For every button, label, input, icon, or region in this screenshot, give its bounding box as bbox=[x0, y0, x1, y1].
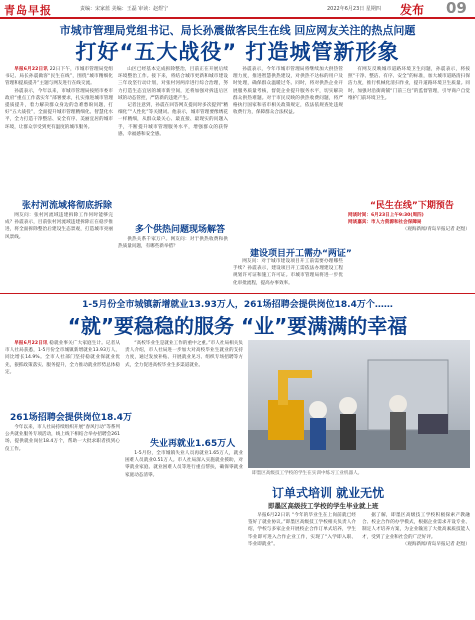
story1-headline: 打好“五大战役” 打造城管新形象 bbox=[75, 40, 400, 64]
story1-col4-text: 有网友反映城市道路环境卫生问题，孙震表示，将按照“干净、整洁、有序、安全”的标准，加大城市道路清扫保洁力度，推行机械化清扫作业，提升道路环境卫生质量。同时，加强对沿街商铺“门前三包”的监督管理，引导商户自觉维护门前环境卫生。 bbox=[348, 67, 470, 101]
story1-col2 bbox=[118, 66, 228, 206]
story1-col3b bbox=[233, 258, 343, 292]
robot-training-image bbox=[248, 340, 470, 468]
preview-guest: 网谈嘉宾：市人力资源和社会保障局 bbox=[348, 220, 422, 226]
story1-col3-head: 建设项目开工需办“两证” bbox=[250, 249, 352, 259]
story1-col2-head: 多个供热问题现场解答 bbox=[135, 225, 226, 235]
story1-col1-head: 张村河流域将彻底拆除 bbox=[22, 201, 113, 211]
story2-col2b bbox=[125, 450, 243, 616]
story2-subhead: 1-5月份全市城镇新增就业13.93万人，261场招聘会提供岗位18.4万个…… bbox=[82, 300, 393, 310]
story1-col2-text3: 供热关系千家万户。网友问：对于供热收费和供热质量问题，有哪些新举措？ bbox=[118, 237, 228, 250]
story1-dateline: 早报6月22日讯 bbox=[14, 67, 49, 72]
story1-col1 bbox=[5, 66, 113, 194]
story2-col2-text: “高校毕业生是就业工作的重中之重。”市人社局相关负责人介绍，市人社局进一步加大对高校毕业生就业的支持力度，通过发放补贴、开展就业见习、组织专场招聘等方式，全力促进高校毕业生多渠道就业。 bbox=[125, 341, 243, 368]
story1-col2-text2: 记者注意到，孙震在回答网友提问时多次提到“精细化”“人性化”等关键词。他表示，城市管理要像绣花一样精细，从群众最关心、最直接、最现实的问题入手，不断提升城市管理服务水平，增强群众的获得感、幸福感和安全感。 bbox=[118, 103, 228, 137]
masthead-rule bbox=[0, 17, 475, 19]
section-name: 发布 bbox=[400, 3, 425, 17]
editor-credits: 责编：宋家蓝 美编：王磊 审读：赵煜宁 bbox=[80, 6, 169, 12]
story1-col4-head: “民生在线”下期预告 bbox=[370, 201, 454, 211]
story2-col4-text: 据了解，即墨区高级技工学校积极探索产教融合、校企合作的办学模式，根据企业需求开设专业、制定人才培养方案，为企业输送了大批高素质技能人才，受到了企业和社会的广泛好评。 bbox=[362, 513, 470, 540]
story2-col4 bbox=[362, 512, 470, 616]
story2-col1-head: 261场招聘会提供岗位18.4万 bbox=[10, 413, 132, 423]
section-divider bbox=[0, 293, 475, 294]
story1-col4b bbox=[348, 212, 470, 272]
newspaper-logo: 青岛早报 bbox=[4, 4, 52, 17]
training-photo bbox=[248, 340, 470, 468]
story1-col2b bbox=[118, 236, 228, 290]
story2-dateline: 早报6月22日讯 bbox=[14, 341, 48, 346]
story2-byline: （观海新闻/青岛早报记者 赵煜） bbox=[402, 541, 470, 547]
story1-col4 bbox=[348, 66, 470, 194]
story1-col3 bbox=[233, 66, 343, 238]
story2-col1b bbox=[5, 424, 120, 616]
story1-col3-text2: 网友问：对于城市建设项目开工前需要办理哪些手续？孙震表示，建设项目开工需依法办理建设工程规划许可证和施工许可证。市城市管理局将进一步优化审批流程，提高办事效率。 bbox=[233, 259, 343, 286]
photo-caption: 即墨区高级技工学校的学生在实训中练习工业机器人。 bbox=[252, 471, 363, 476]
story1-col1-text2: 孙震表示，今年以来，市城市管理局按照市委市政府“重点工作落实年”部署要求，扎实推进城市管理提质提升，着力解决群众身边的急难愁盼问题，打好“五大战役”，全面提升城市管理精细化、智慧化水平，全力打造干净整洁、安全有序、美丽宜居的城市环境，让群众享受到更有温度的城市服务。 bbox=[5, 88, 113, 130]
story2-col1-text: 稳就业事关广大家庭生计。记者从市人社局获悉，1-5月份全市城镇新增就业13.93万人，同比增长14.9%。全市人社部门坚持稳就业保就业优先，狠抓政策落实、服务提升，全力推动就业形势总体稳定。 bbox=[5, 341, 120, 375]
story2-col3 bbox=[248, 512, 356, 616]
page-number: 09 bbox=[446, 0, 467, 17]
story1-col1-text3: 网友问：张村河流域违建拆除工作何时能够完成？孙震表示，目前张村河流域违建拆除正在稳步推进，将全面拆除整治后建设生态景观，打造城市亮丽风景线。 bbox=[5, 213, 113, 240]
story2-col1 bbox=[5, 340, 120, 408]
story1-col3-text: 孙震表示，今年市城市管理局将继续加大供热管理力度，推进智慧供热建设，对供热不达标的用户及时处理，确保群众温暖过冬。同时，将对供热企业开展服务质量考核，督促企业提升服务水平，切实解决群众供热难题。对于市民反映的供热收费问题，将严格执行国家和省市相关政策规定，依法依规查处违规收费行为，保障群众合法权益。 bbox=[233, 67, 343, 116]
story1-col2-text: 山区已经基本完成拆除整治，目前正在开展后续环境整治工作。接下来，将结合城市更新和城市建设三年攻坚行动计划，对张村河两岸进行综合治理，努力打造生态宜居的城市新空间，还将加强对拆违后区域的动态管控，严防新的违建产生。 bbox=[118, 67, 228, 101]
masthead bbox=[0, 0, 475, 18]
story2-col1-text2: 今年以来，市人社局持续组织开展“春风行动”等系列公共就业服务专项活动，线上线下相结合举办招聘会261场，提供就业岗位18.4万个，帮助一大批求职者找到心仪工作。 bbox=[5, 425, 120, 452]
story2-col3-head: 订单式培训 就业无忧 bbox=[272, 486, 385, 500]
story1-col1-text: 22日下午，市城市管理局党组书记、局长孙震做客“民生在线”，围绕“城市精细化管理和提质提升”主题与网友进行在线交流。 bbox=[5, 67, 113, 87]
story1-col1b bbox=[5, 212, 113, 290]
story2-col2-text2: 1-5月份，全市城镇失业人员再就业1.65万人，就业困难人员就业0.51万人。市人社局深入实施就业援助，对零就业家庭、就业困难人员等进行重点帮扶，确保零就业家庭动态清零。 bbox=[125, 451, 243, 478]
preview-time: 网谈时间：6月23日上午9:30(周四) bbox=[348, 213, 424, 218]
story2-col3-text: 早报6月22日讯 “今年的毕业生在上岗前就已经签好了就业协议。”即墨区高级技工学校相关负责人介绍，学校与多家企业开展校企合作订单式培养，学生毕业即可进入合作企业工作，实现了“入学即入职、毕业即就业”。 bbox=[248, 513, 356, 547]
story2-col3-sub: 即墨区高级技工学校的学生毕业就上班 bbox=[268, 502, 379, 510]
story2-col2-head: 失业再就业1.65万人 bbox=[150, 439, 236, 449]
story1-byline: （观海新闻/青岛早报记者 赵煜） bbox=[402, 227, 470, 233]
story2-col2 bbox=[125, 340, 243, 432]
issue-date: 2022年6月23日 星期四 bbox=[327, 6, 381, 12]
story1-subhead: 市城市管理局党组书记、局长孙震做客民生在线 回应网友关注的热点问题 bbox=[59, 24, 416, 37]
story2-headline: “就”要稳稳的服务 “业”要满满的幸福 bbox=[67, 314, 408, 338]
